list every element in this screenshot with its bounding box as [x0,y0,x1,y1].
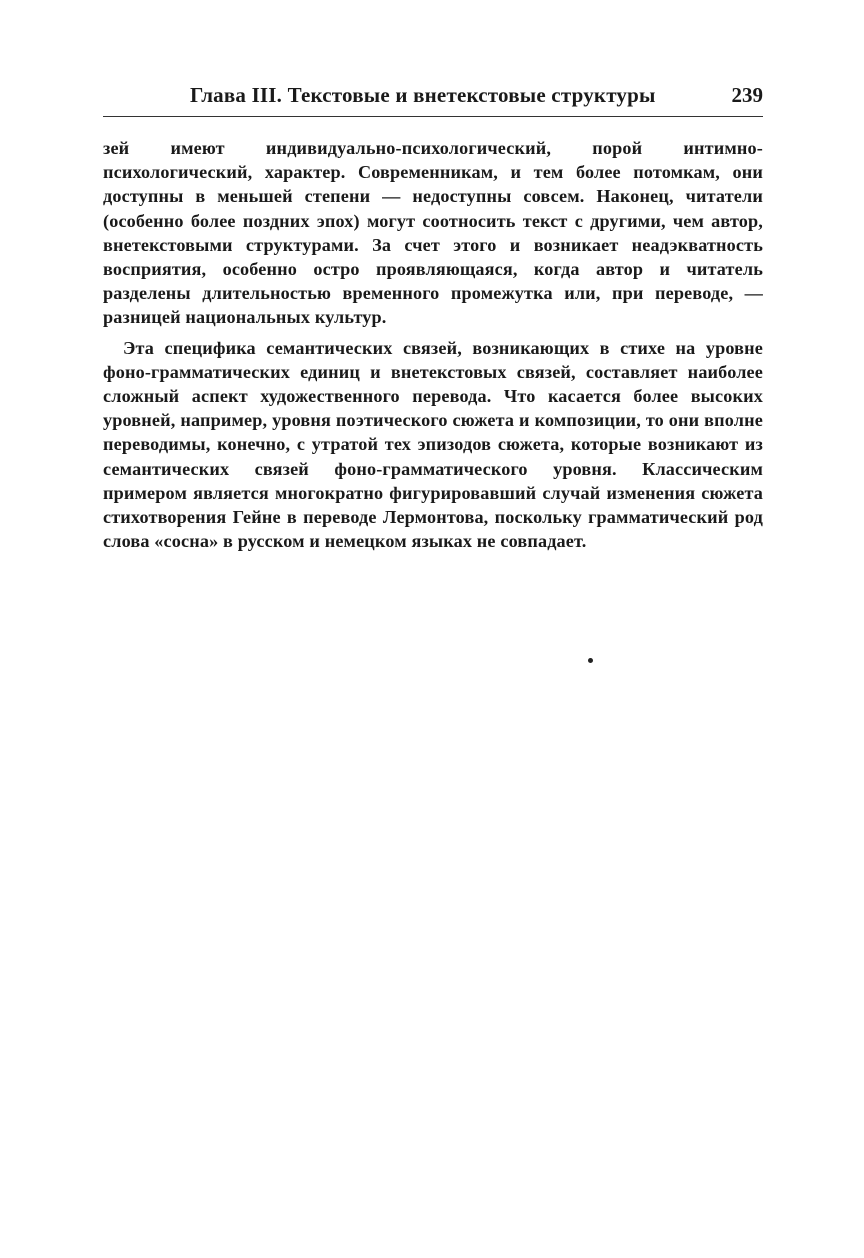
page-number: 239 [731,83,763,107]
running-head [103,80,763,117]
paragraph-2: Эта специфика семантических связей, возникающих в стихе на уровне фоно-грамматических единиц и внетекстовых связей, составляет наиболее сложный аспект художественного перевода. Что касается более высоких уровней, например, уровня поэтического сюжета и композиции, то они вполне переводимы, конечно, с утратой тех эпизодов сюжета, которые возникают из семантических связей фоно-грамматического уровня. Классическим примером является многократно фигурировавший случай изменения сюжета стихотворения Гейне в переводе Лермонтова, поскольку грамматический род слова «сосна» в русском и немецком языках не совпадает. [103,337,763,552]
paragraph-1: зей имеют индивидуально-психологический, порой интимно-психологический, характер. Современникам, и тем более потомкам, они доступны в меньшей степени — недоступны совсем. Наконец, читатели (особенно более поздних эпох) могут соотносить текст с другими, чем автор, внетекстовыми структурами. За счет этого и возникает неадэкватность восприятия, особенно остро проявляющаяся, когда автор и читатель разделены длительностью временного промежутка или, при переводе, — разницей национальных культур. [103,138,763,328]
print-speck [588,658,593,663]
body-text [103,136,763,553]
chapter-title: Глава III. Текстовые и внетекстовые структуры [190,83,656,107]
